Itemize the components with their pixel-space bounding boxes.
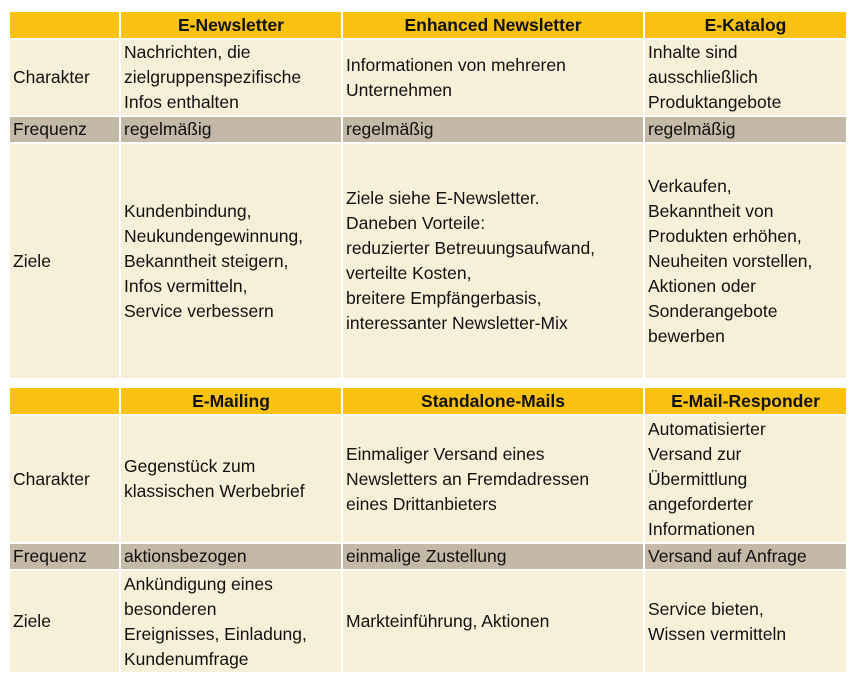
cell: Einmaliger Versand eines Newsletters an Fremdadressen eines Drittanbieters bbox=[342, 415, 644, 543]
cell: regelmäßig bbox=[120, 116, 342, 143]
cell: regelmäßig bbox=[342, 116, 644, 143]
cell: Markteinführung, Aktionen bbox=[342, 570, 644, 673]
comparison-table-mailings bbox=[10, 388, 846, 674]
cell: regelmäßig bbox=[644, 116, 846, 143]
cell: Ziele siehe E-Newsletter. Daneben Vorteile: reduzierter Betreuungsaufwand, verteilte Kosten, breitere Empfängerbasis, interessanter Newsletter-Mix bbox=[342, 143, 644, 379]
cell: Informationen von mehreren Unternehmen bbox=[342, 39, 644, 116]
row-ziele bbox=[10, 570, 846, 673]
row-charakter bbox=[10, 415, 846, 543]
row-ziele bbox=[10, 143, 846, 379]
cell: Inhalte sind ausschließlich Produktangebote bbox=[644, 39, 846, 116]
row-frequenz bbox=[10, 116, 846, 143]
header-corner bbox=[10, 388, 120, 415]
header-e-katalog: E-Katalog bbox=[644, 12, 846, 39]
cell: Gegenstück zum klassischen Werbebrief bbox=[120, 415, 342, 543]
cell: Kundenbindung, Neukundengewinnung, Bekanntheit steigern, Infos vermitteln, Service verbessern bbox=[120, 143, 342, 379]
header-row bbox=[10, 12, 846, 39]
cell: einmalige Zustellung bbox=[342, 543, 644, 570]
cell: Versand auf Anfrage bbox=[644, 543, 846, 570]
cell: aktionsbezogen bbox=[120, 543, 342, 570]
row-charakter bbox=[10, 39, 846, 116]
header-standalone-mails: Standalone-Mails bbox=[342, 388, 644, 415]
row-label-ziele: Ziele bbox=[10, 570, 120, 673]
header-row bbox=[10, 388, 846, 415]
header-e-mail-responder: E-Mail-Responder bbox=[644, 388, 846, 415]
row-label-charakter: Charakter bbox=[10, 415, 120, 543]
row-label-frequenz: Frequenz bbox=[10, 543, 120, 570]
row-frequenz bbox=[10, 543, 846, 570]
cell: Ankündigung eines besonderen Ereignisses, Einladung, Kundenumfrage bbox=[120, 570, 342, 673]
header-e-mailing: E-Mailing bbox=[120, 388, 342, 415]
cell: Verkaufen, Bekanntheit von Produkten erhöhen, Neuheiten vorstellen, Aktionen oder Sonderangebote bewerben bbox=[644, 143, 846, 379]
header-enhanced-newsletter: Enhanced Newsletter bbox=[342, 12, 644, 39]
cell: Nachrichten, die zielgruppenspezifische Infos enthalten bbox=[120, 39, 342, 116]
row-label-frequenz: Frequenz bbox=[10, 116, 120, 143]
row-label-ziele: Ziele bbox=[10, 143, 120, 379]
comparison-table-newsletters bbox=[10, 12, 846, 380]
header-corner bbox=[10, 12, 120, 39]
row-label-charakter: Charakter bbox=[10, 39, 120, 116]
cell: Service bieten, Wissen vermitteln bbox=[644, 570, 846, 673]
header-e-newsletter: E-Newsletter bbox=[120, 12, 342, 39]
cell: Automatisierter Versand zur Übermittlung angeforderter Informationen bbox=[644, 415, 846, 543]
